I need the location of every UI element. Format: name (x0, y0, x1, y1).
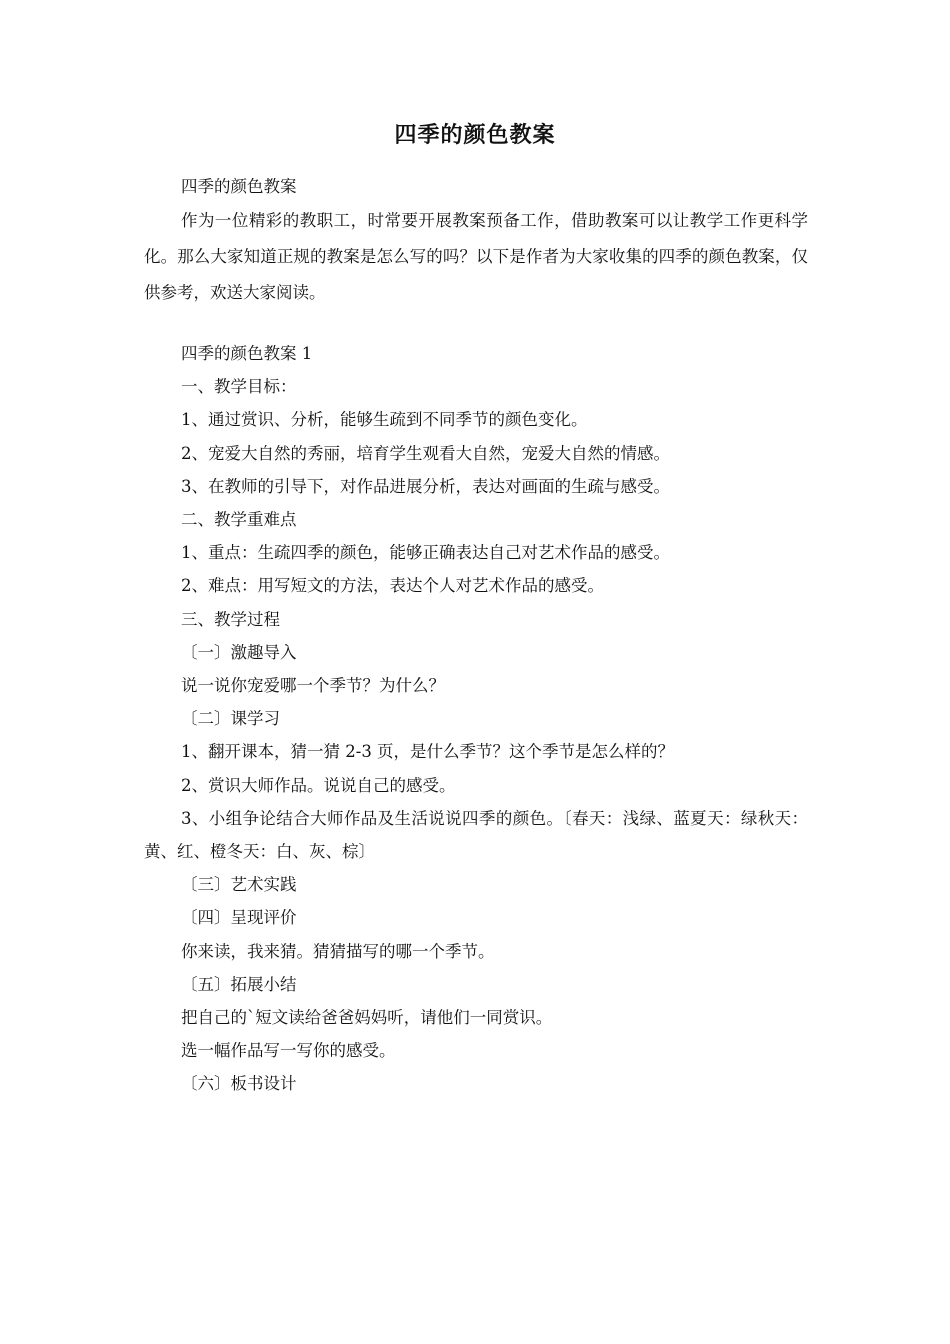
list-item: 2、赏识大师作品。说说自己的感受。 (181, 775, 456, 795)
list-item: 1、重点：生疏四季的颜色，能够正确表达自己对艺术作品的感受。 (181, 543, 670, 563)
list-item: 〔一〕激趣导入 (181, 642, 297, 662)
list-item: 三、教学过程 (181, 609, 280, 629)
list-item: 你来读，我来猜。猜猜描写的哪一个季节。 (181, 941, 495, 961)
list-item: 选一幅作品写一写你的感受。 (181, 1041, 396, 1061)
document-body (144, 170, 808, 1101)
intro-paragraph: 作为一位精彩的教职工，时常要开展教案预备工作，借助教案可以让教学工作更科学化。那么大家知道正规的教案是怎么写的吗？以下是作者为大家收集的四季的颜色教案，仅供参考，欢送大家阅读。 (144, 211, 808, 302)
list-item: 一、教学目标： (181, 377, 297, 397)
subtitle-paragraph: 四季的颜色教案 (181, 177, 297, 196)
list-item: 2、宠爱大自然的秀丽，培育学生观看大自然，宠爱大自然的情感。 (181, 443, 670, 463)
list-item: 〔五〕拓展小结 (181, 974, 297, 994)
list-item: 〔二〕课学习 (181, 709, 280, 729)
list-item: 说一说你宠爱哪一个季节？为什么？ (181, 676, 445, 696)
list-item: 3、在教师的引导下，对作品进展分析，表达对画面的生疏与感受。 (181, 476, 670, 496)
section-heading: 四季的颜色教案 1 (181, 344, 313, 363)
document-title: 四季的颜色教案 (394, 123, 556, 148)
list-item: 二、教学重难点 (181, 510, 297, 530)
list-item: 1、通过赏识、分析，能够生疏到不同季节的颜色变化。 (181, 410, 588, 430)
list-item: 把自己的`短文读给爸爸妈妈听，请他们一同赏识。 (181, 1008, 553, 1028)
list-item: 2、难点：用写短文的方法，表达个人对艺术作品的感受。 (181, 576, 604, 596)
list-item: 〔六〕板书设计 (181, 1074, 297, 1094)
list-item: 1、翻开课本，猜一猜 2-3 页，是什么季节？这个季节是怎么样的？ (181, 742, 675, 762)
list-item: 〔四〕呈现评价 (181, 908, 297, 928)
list-item: 〔三〕艺术实践 (181, 875, 297, 895)
list-item: 3、小组争论结合大师作品及生活说说四季的颜色。〔春天：浅绿、蓝夏天：绿秋天：黄、红、橙冬天：白、灰、棕〕 (144, 808, 808, 862)
paragraph-gap (144, 311, 808, 337)
